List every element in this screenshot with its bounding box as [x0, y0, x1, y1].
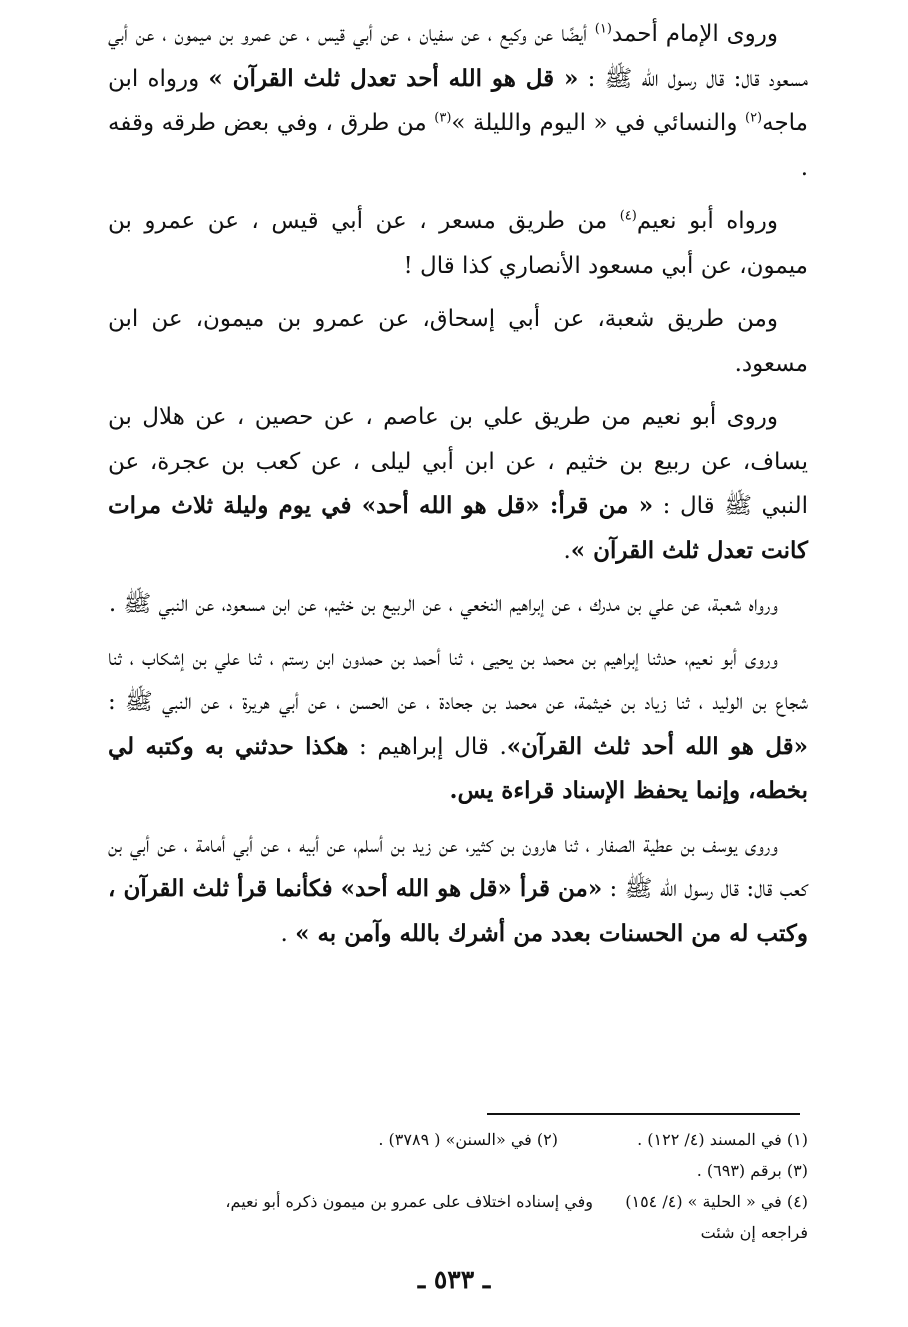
paragraph [108, 823, 808, 957]
text-segment: وروى الإمام أحمد [611, 21, 778, 47]
footnote-row [108, 1155, 808, 1186]
text-segment: ورواه أبو نعيم [636, 208, 778, 234]
footnote-2: (٢) في «السنن» ( ٣٧٨٩) . [378, 1130, 558, 1149]
text-segment: ورواه ابن ماجه [108, 65, 809, 136]
footnotes [108, 1124, 808, 1248]
text-segment: . قال إبراهيم : [348, 733, 507, 760]
text-segment: وروى يوسف بن عطية الصفار ، ثنا هارون بن كثير، عن زيد بن أسلم، عن أبيه ، عن أبي أمامة ، عن أبي بن كعب قال: قال رسول الله ﷺ : [108, 831, 808, 902]
quoted-text: هكذا حدثني به وكتبه لي بخطه، وإنما يحفظ الإسناد قراءة يس. [108, 732, 808, 804]
paragraph [108, 297, 808, 386]
text-segment: ومن طريق شعبة، عن أبي إسحاق، عن عمرو بن ميمون، عن ابن مسعود. [108, 306, 808, 377]
quoted-text: « من قرأ: «قل هو الله أحد» في يوم وليلة ثلاث مرات كانت تعدل ثلث القرآن » [108, 492, 808, 564]
footnote-marker: (٢) [744, 110, 763, 126]
text-segment: من طرق ، وفي بعض طرقه وقفه . [108, 110, 808, 181]
text-segment: . [563, 537, 571, 564]
text-segment: وروى أبو نعيم من طريق علي بن عاصم ، عن حصين ، عن هلال بن يساف، عن ربيع بن خثيم ، عن ابن أبي ليلى ، عن كعب بن عجرة، عن النبي ﷺ قال : [108, 404, 808, 519]
footnote-4-continuation: فراجعه إن شئت [700, 1223, 808, 1242]
quoted-text: « قل هو الله أحد تعدل ثلث القرآن » [208, 64, 579, 92]
footnote-separator [487, 1113, 800, 1115]
paragraph [108, 395, 808, 573]
text-segment: وروى أبو نعيم، حدثنا إبراهيم بن محمد بن يحيى ، ثنا أحمد بن حمدون ابن رستم ، ثنا علي بن إشكاب ، ثنا شجاع بن الوليد ، ثنا زياد بن خيثمة، عن محمد بن جحادة ، عن الحسن ، عن أبي هريرة ، عن النبي ﷺ : [108, 644, 808, 715]
footnote-row [108, 1217, 808, 1248]
text-segment: ورواه شعبة، عن علي بن مدرك ، عن إبراهيم النخعي ، عن الربيع بن خثيم، عن ابن مسعود، عن النبي ﷺ . [108, 591, 778, 617]
paragraph [108, 582, 808, 627]
quoted-text: «قل هو الله أحد ثلث القرآن» [506, 732, 808, 760]
footnote-4-text: وفي إسناده اختلاف على عمرو بن ميمون ذكره أبو نعيم، [225, 1192, 593, 1211]
text-segment: . [280, 920, 296, 947]
paragraph [108, 636, 808, 814]
text-segment: من طريق مسعر ، عن أبي قيس ، عن عمرو بن ميمون، عن أبي مسعود الأنصاري كذا قال ! [108, 208, 808, 279]
footnote-marker: (٤) [619, 208, 637, 224]
footnote-marker: (٣) [434, 110, 452, 126]
text-segment: أيضًا عن وكيع ، عن سفيان ، عن أبي قيس ، عن عمرو بن ميمون ، عن أبي مسعود قال: قال رسول الله ﷺ : [108, 21, 808, 92]
footnote-1: (١) في المسند (٤/ ١٢٢) . [637, 1130, 808, 1149]
paragraph [108, 12, 808, 190]
footnote-row [108, 1124, 808, 1155]
footnote-marker: (١) [594, 21, 612, 37]
text-segment: والنسائي في « اليوم والليلة » [451, 110, 745, 136]
paragraph [108, 199, 808, 288]
footnote-row [108, 1186, 808, 1217]
quoted-text: «من قرأ «قل هو الله أحد» فكأنما قرأ ثلث القرآن ، وكتب له من الحسنات بعدد من أشرك بالله وآمن به » [108, 875, 808, 947]
footnote-4: (٤) في « الحلية » (٤/ ١٥٤) [625, 1192, 808, 1211]
main-text [108, 12, 808, 965]
footnote-3: (٣) برقم (٦٩٣) . [696, 1161, 808, 1180]
page-number: ـ ٥٣٣ ـ [417, 1265, 491, 1294]
